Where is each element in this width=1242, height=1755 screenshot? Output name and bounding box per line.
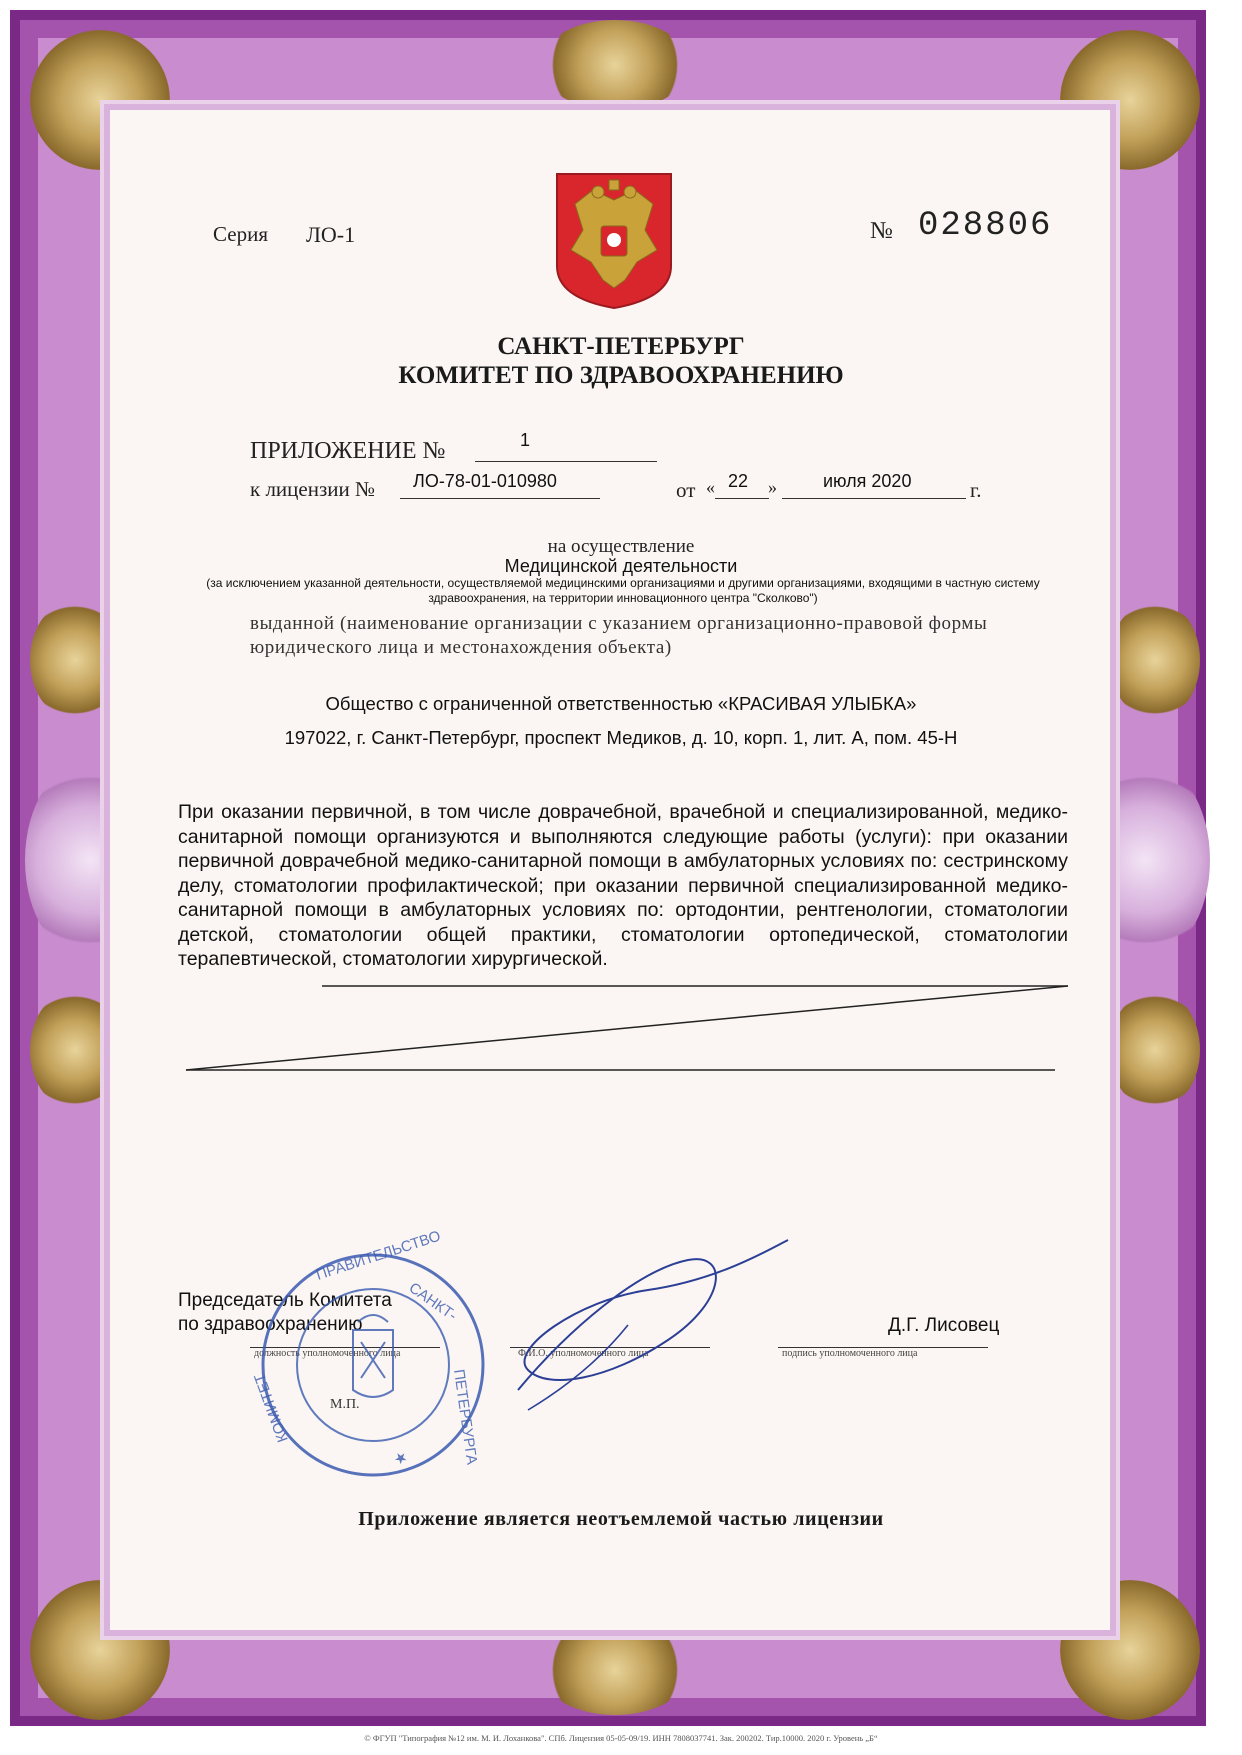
date-from-label: от — [676, 478, 696, 502]
signer-position-line1: Председатель Комитета — [178, 1290, 392, 1311]
series-label: Серия — [213, 222, 268, 246]
activity-intro: на осуществление — [547, 536, 695, 557]
license-number-label: к лицензии № — [250, 477, 376, 501]
issued-to-caption: выданной (наименование организации с указанием организационно-правовой формы юридического лица и местонахождения объекта) — [250, 613, 988, 658]
signer-position-line2: по здравоохранению — [178, 1314, 363, 1335]
printer-imprint: © ФГУП "Типография №12 им. М. И. Лоханкова". СПб. Лицензия 05-05-09/19. ИНН 7808037741. Зак. 200202. Тир.10000. 2020 г. Уровень „Б“ — [364, 1733, 878, 1743]
svg-text:★: ★ — [390, 1447, 412, 1470]
appendix-number: 1 — [520, 430, 531, 450]
organization-address: 197022, г. Санкт-Петербург, проспект Медиков, д. 10, корп. 1, лит. А, пом. 45-Н — [284, 727, 958, 748]
organization-name: Общество с ограниченной ответственностью «КРАСИВАЯ УЛЫБКА» — [325, 693, 917, 714]
authority-city: САНКТ-ПЕТЕРБУРГ — [497, 333, 745, 360]
signature-caption: подпись уполномоченного лица — [782, 1348, 918, 1359]
appendix-label: ПРИЛОЖЕНИЕ № — [250, 438, 446, 464]
number-sign: № — [870, 218, 893, 244]
date-open-quote: « — [706, 477, 715, 497]
svg-text:САНКТ-: САНКТ- — [405, 1279, 460, 1325]
fio-caption: Ф.И.О. уполномоченного лица — [518, 1348, 649, 1359]
date-close-quote: » — [768, 477, 777, 497]
handwritten-signature — [488, 1230, 808, 1430]
license-form-number: 028806 — [918, 207, 1053, 245]
position-caption: должность уполномоченного лица — [254, 1348, 401, 1359]
official-stamp — [251, 1227, 488, 1480]
date-day: 22 — [728, 471, 749, 491]
series-value: ЛО-1 — [306, 222, 356, 247]
signer-name: Д.Г. Лисовец — [888, 1315, 1000, 1336]
activity-name: Медицинской деятельности — [504, 556, 738, 576]
appendix-integrity-note: Приложение является неотъемлемой частью лицензии — [358, 1508, 884, 1530]
activity-note: (за исключением указанной деятельности, осуществляемой медицинскими организациями и другими организациями, входящими в частную систему здравоохранения, на территории инновационного центра "Сколково") — [206, 576, 1040, 605]
svg-text:КОМИТЕТ: КОМИТЕТ — [251, 1371, 292, 1445]
licensed-services-text: При оказании первичной, в том числе доврачебной, врачебной и специализированной, медико-санитарной помощи организуются и выполняются следующие работы (услуги): при оказании первичной доврачебной медико-санитарной помощи в амбулаторных условиях по: сестринскому делу, стоматологии профилактической; при оказании первичной специализированной медико-санитарной помощи в амбулаторных условиях по: ортодонтии, рентгенологии, стоматологии детской, стоматологии общей практики, стоматологии ортопедической, стоматологии терапевтической, стоматологии хирургической. — [178, 801, 1068, 970]
svg-text:ПРАВИТЕЛЬСТВО: ПРАВИТЕЛЬСТВО — [313, 1227, 443, 1284]
seal-place-label: М.П. — [330, 1397, 360, 1412]
authority-committee: КОМИТЕТ ПО ЗДРАВООХРАНЕНИЮ — [398, 362, 844, 389]
svg-text:ПЕТЕРБУРГА: ПЕТЕРБУРГА — [450, 1368, 481, 1466]
license-number-value: ЛО-78-01-010980 — [413, 471, 557, 491]
date-year-suffix: г. — [970, 478, 982, 502]
date-month-year: июля 2020 — [823, 471, 912, 491]
ornament-bottom-center — [540, 1625, 690, 1715]
